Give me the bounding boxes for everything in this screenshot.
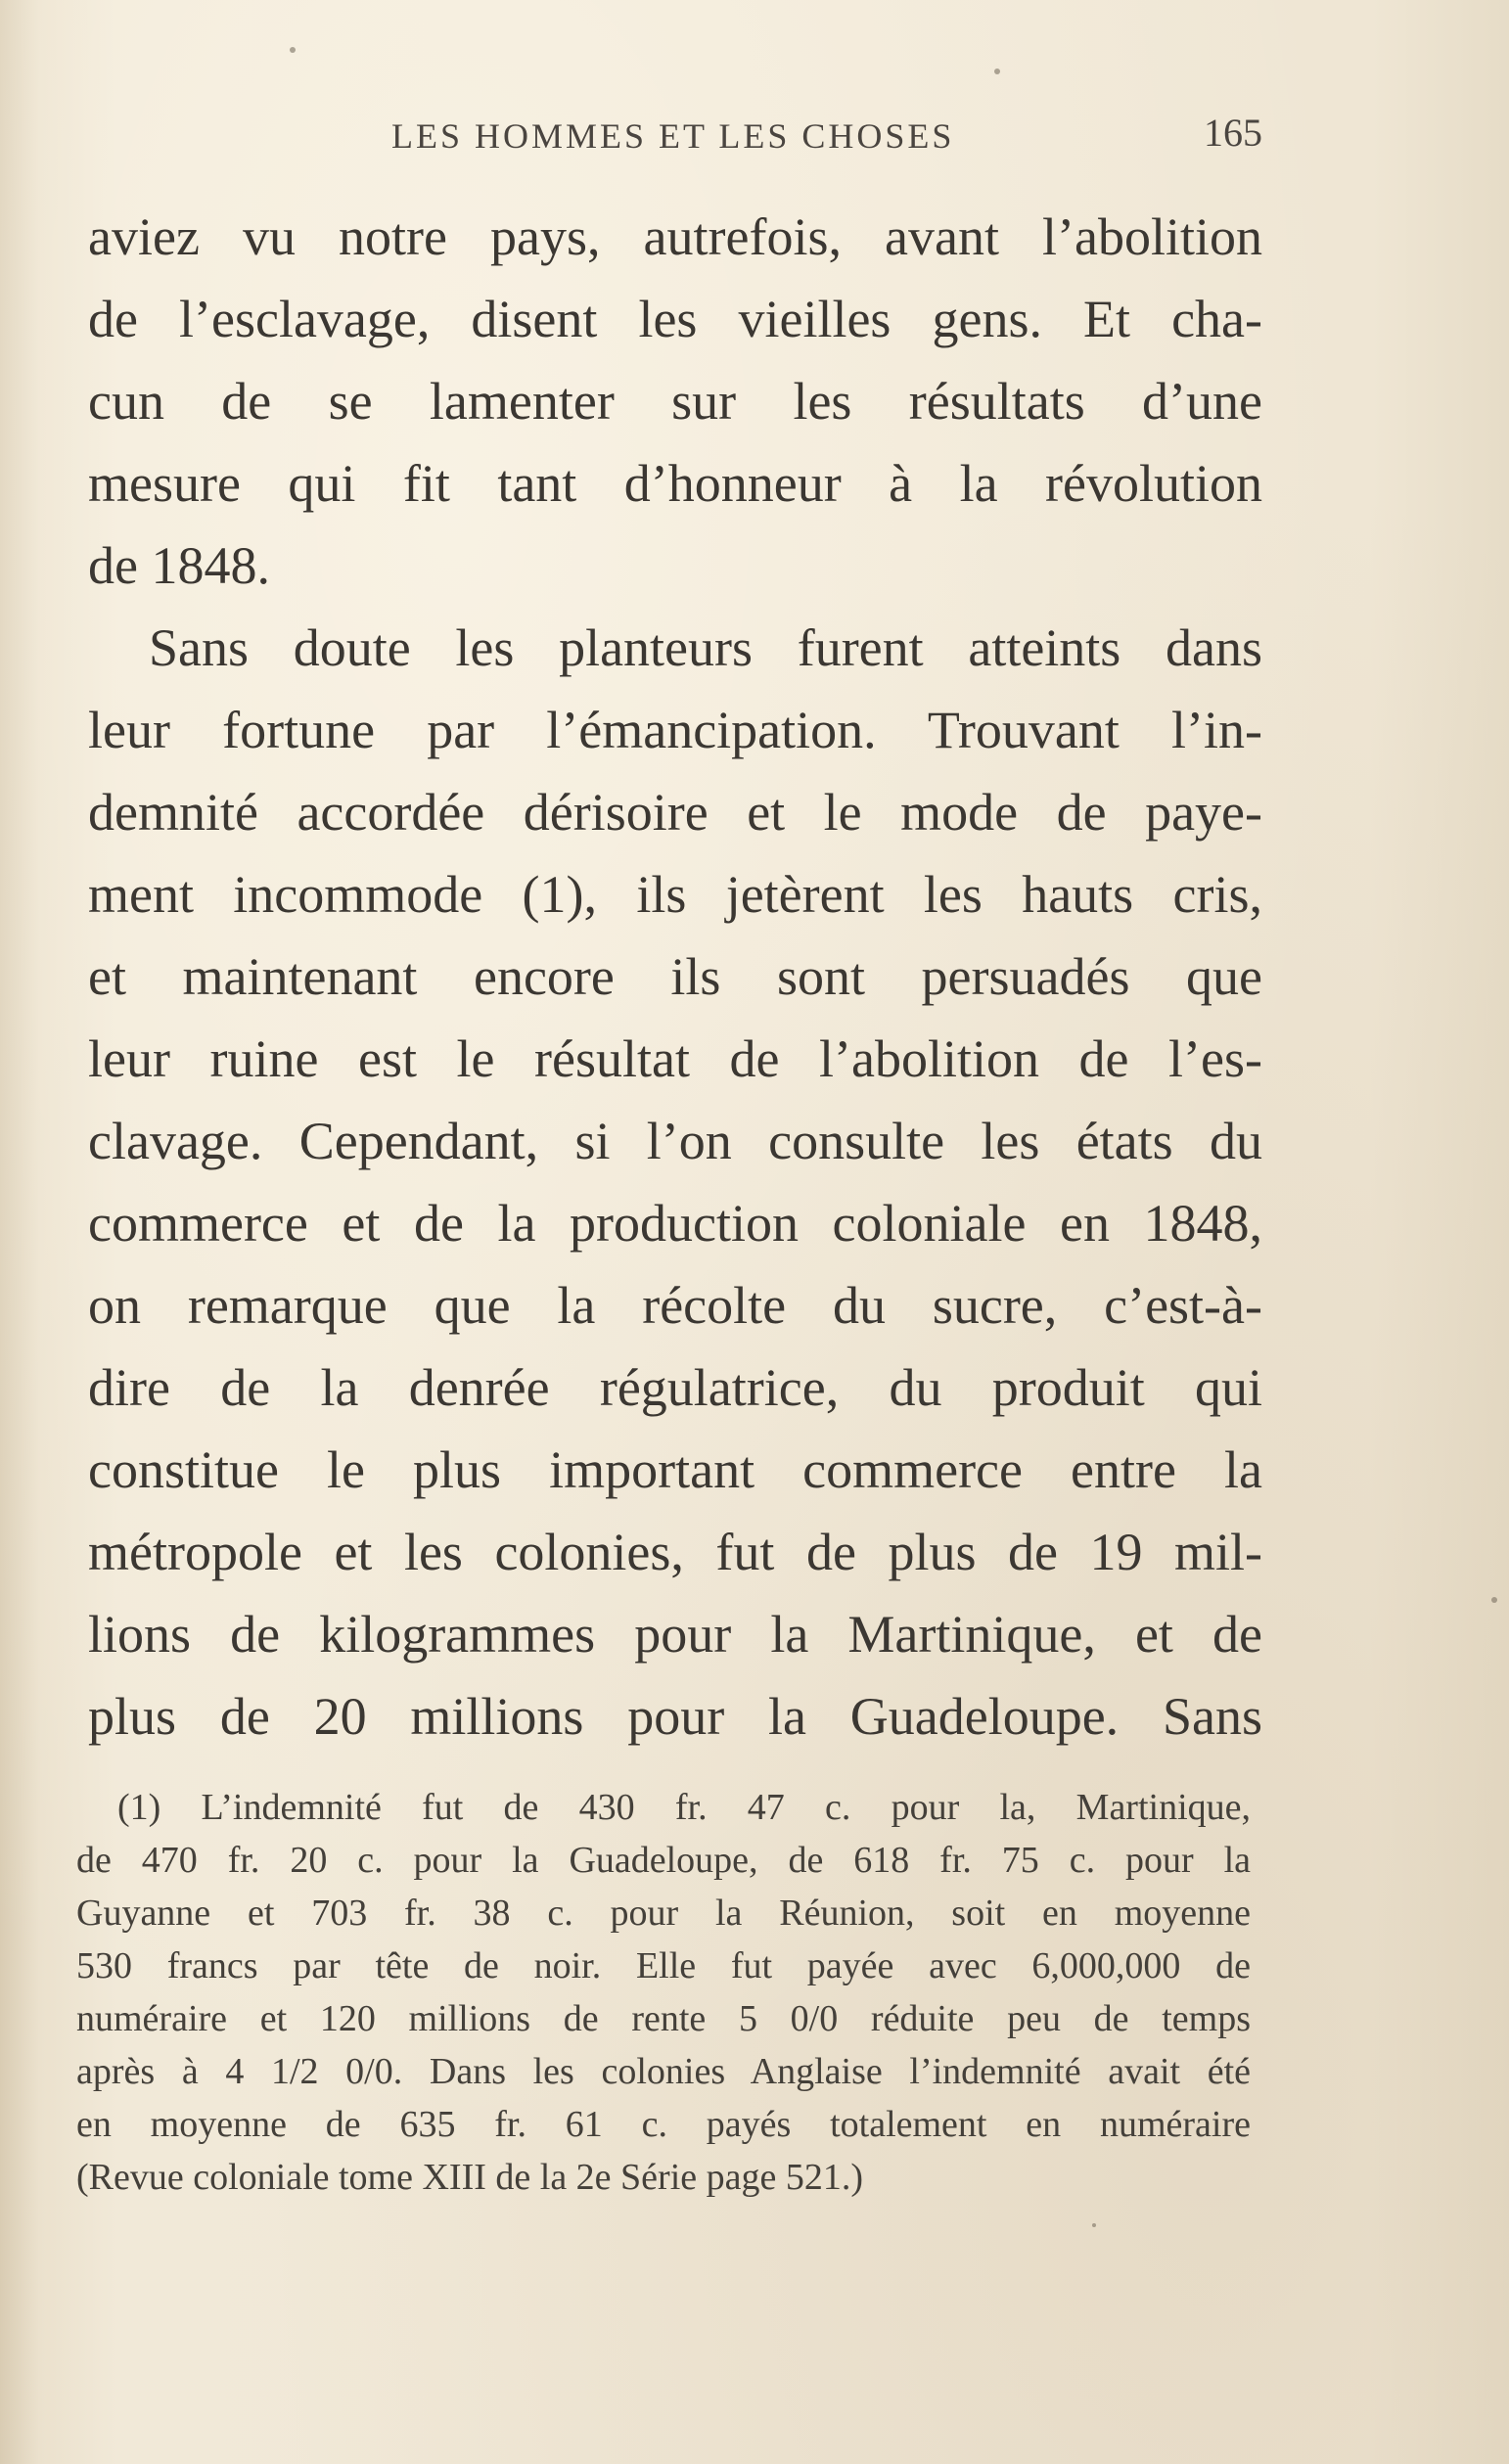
text-line: clavage. Cependant, si l’on consulte les états du [88,1112,1262,1170]
paper-speck [290,47,296,53]
footnote-line: numéraire et 120 millions de rente 5 0/0 réduite peu de temps [76,1998,1251,2039]
text-line: plus de 20 millions pour la Guadeloupe. Sans [88,1687,1262,1746]
text-line: lions de kilogrammes pour la Martinique, et de [88,1605,1262,1664]
paper-speck [994,68,1000,74]
text-line: demnité accordée dérisoire et le mode de paye- [88,783,1262,842]
page-number: 165 [1204,111,1262,155]
text-line: dire de la denrée régulatrice, du produit qui [88,1358,1262,1417]
text-line: aviez vu notre pays, autrefois, avant l’abolition [88,207,1262,266]
running-title: LES HOMMES ET LES CHOSES [391,116,955,156]
footnote-line: (1) L’indemnité fut de 430 fr. 47 c. pour la, Martinique, [117,1787,1251,1828]
text-line: Sans doute les planteurs furent atteints dans [149,618,1262,677]
text-line: cun de se lamenter sur les résultats d’une [88,372,1262,431]
footnote-line: en moyenne de 635 fr. 61 c. payés totalement en numéraire [76,2104,1251,2145]
footnote-line: de 470 fr. 20 c. pour la Guadeloupe, de 618 fr. 75 c. pour la [76,1840,1251,1881]
text-line: mesure qui fit tant d’honneur à la révolution [88,454,1262,513]
footnote-line: (Revue coloniale tome XIII de la 2e Série page 521.) [76,2157,864,2198]
text-line: de l’esclavage, disent les vieilles gens. Et cha- [88,290,1262,348]
paper-speck [1092,2223,1096,2227]
text-line: ment incommode (1), ils jetèrent les hauts cris, [88,865,1262,924]
text-line: on remarque que la récolte du sucre, c’est-à- [88,1276,1262,1335]
text-line: leur fortune par l’émancipation. Trouvant l’in- [88,701,1262,759]
text-line: leur ruine est le résultat de l’abolition de l’es- [88,1029,1262,1088]
text-line: commerce et de la production coloniale en 1848, [88,1194,1262,1253]
text-line: métropole et les colonies, fut de plus de 19 mil- [88,1523,1262,1581]
paper-speck [1491,1597,1497,1603]
footnote-line: après à 4 1/2 0/0. Dans les colonies Anglaise l’indemnité avait été [76,2051,1251,2092]
text-line: et maintenant encore ils sont persuadés que [88,947,1262,1006]
text-line: de 1848. [88,536,270,595]
footnote-line: Guyanne et 703 fr. 38 c. pour la Réunion, soit en moyenne [76,1893,1251,1934]
text-line: constitue le plus important commerce entre la [88,1440,1262,1499]
footnote-line: 530 francs par tête de noir. Elle fut payée avec 6,000,000 de [76,1945,1251,1986]
